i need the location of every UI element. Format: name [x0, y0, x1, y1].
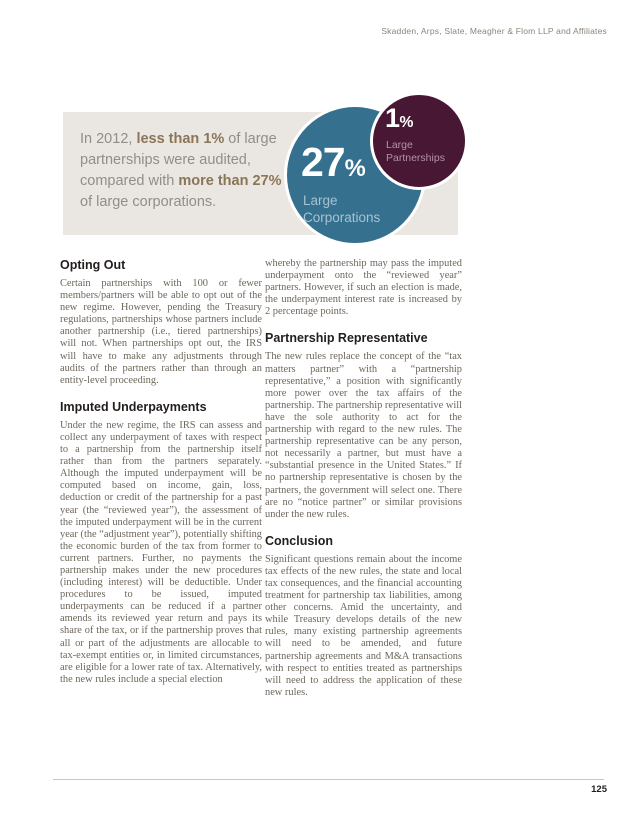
callout-highlight: more than 27%: [178, 173, 282, 189]
body-column-left: [60, 258, 262, 690]
section-heading: Conclusion: [265, 533, 334, 548]
callout-segment: In 2012,: [80, 131, 137, 147]
article-section: [60, 400, 262, 686]
body-paragraph: The new rules replace the concept of the “tax matters partner” with a “partnership representative,” a position with significantly more power over the tax affairs of the partnership. The partnership representative will have the sole authority to act for the partnership with regard to the new rules. The partnership representative can be any person, not necessarily a partner, but must have a “substantial presence in the United States.” If no partnership representative is chosen by the partners, the government will select one. There are no “notice partner” or similar provisions under the new rules.: [265, 351, 462, 520]
section-heading: Partnership Representative: [265, 331, 428, 346]
large-partnerships-bubble: [370, 92, 468, 190]
section-heading: Opting Out: [60, 258, 126, 272]
callout-segment: partnerships were audited,: [80, 152, 251, 168]
article-section: [265, 258, 462, 318]
large-corporations-percent: 27%: [301, 139, 365, 185]
large-partnerships-percent: 1%: [385, 103, 413, 133]
page-number: 125: [591, 784, 607, 795]
large-corporations-label: Large Corporations: [303, 193, 381, 225]
callout-line: [80, 150, 281, 171]
callout-highlight: less than 1%: [136, 131, 225, 147]
body-paragraph: Certain partnerships with 100 or fewer members/partners will be able to opt out of the new regime. However, pending the Treasury regulations, partnerships whose partners include another partnership (i.e., tiered partnerships) will not. When partnerships opt out, the IRS will have to make any adjustments through audits of the partners rather than through an entity-level proceeding.: [60, 278, 262, 386]
body-paragraph: Significant questions remain about the income tax effects of the new rules, the state and local tax consequences, and the financial accounting treatment for partnership tax liabilities, among other concerns. Amid the uncertainty, and while Treasury develops details of the new rules, many existing partnership agreements will need to be amended, and future partnership agreements and M&A transactions with respect to entities treated as partnerships will need to address the application of these new rules.: [265, 553, 462, 698]
article-section: [60, 258, 262, 387]
article-section: [265, 534, 462, 699]
footer-rule: [53, 779, 604, 780]
callout-text: [80, 129, 281, 213]
callout-line: [80, 129, 281, 150]
body-column-right: [265, 258, 462, 703]
callout-line: [80, 192, 281, 213]
section-heading: Imputed Underpayments: [60, 399, 207, 414]
article-section: [265, 331, 462, 520]
body-paragraph: whereby the partnership may pass the imputed underpayment onto the “reviewed year” partners. However, if such an election is made, the underpayment interest rate is increased by 2 percentage points.: [265, 258, 462, 318]
large-partnerships-label: Large Partnerships: [386, 139, 445, 164]
callout-segment: compared with: [80, 173, 179, 189]
body-paragraph: Under the new regime, the IRS can assess and collect any underpayment of taxes with respect to a partnership from the partnership itself rather than from the partners separately. Although the imputed underpayment will be computed based on income, gain, loss, deduction or credit of the partnership for a past year (the “reviewed year”), the assessment of the imputed underpayment will be in the current year (the “adjustment year”), potentially shifting the economic burden of the tax from former to current partners. Further, no payments the partnership makes under the new procedures (including interest) will be deductible. Under procedures to be issued, imputed underpayments can be reduced if a partner amends its reviewed year return and pays its share of the tax, or if the partnership proves that all or part of the adjustments are allocable to tax-exempt entities or, in limited circumstances, are eligible for a lower rate of tax. Alternatively, the new rules include a special election: [60, 419, 262, 685]
header-firm-name: Skadden, Arps, Slate, Meagher & Flom LLP and Affiliates: [381, 26, 607, 36]
callout-segment: of large: [224, 131, 277, 147]
callout-line: [80, 171, 281, 192]
callout-segment: of large corporations.: [80, 194, 217, 210]
